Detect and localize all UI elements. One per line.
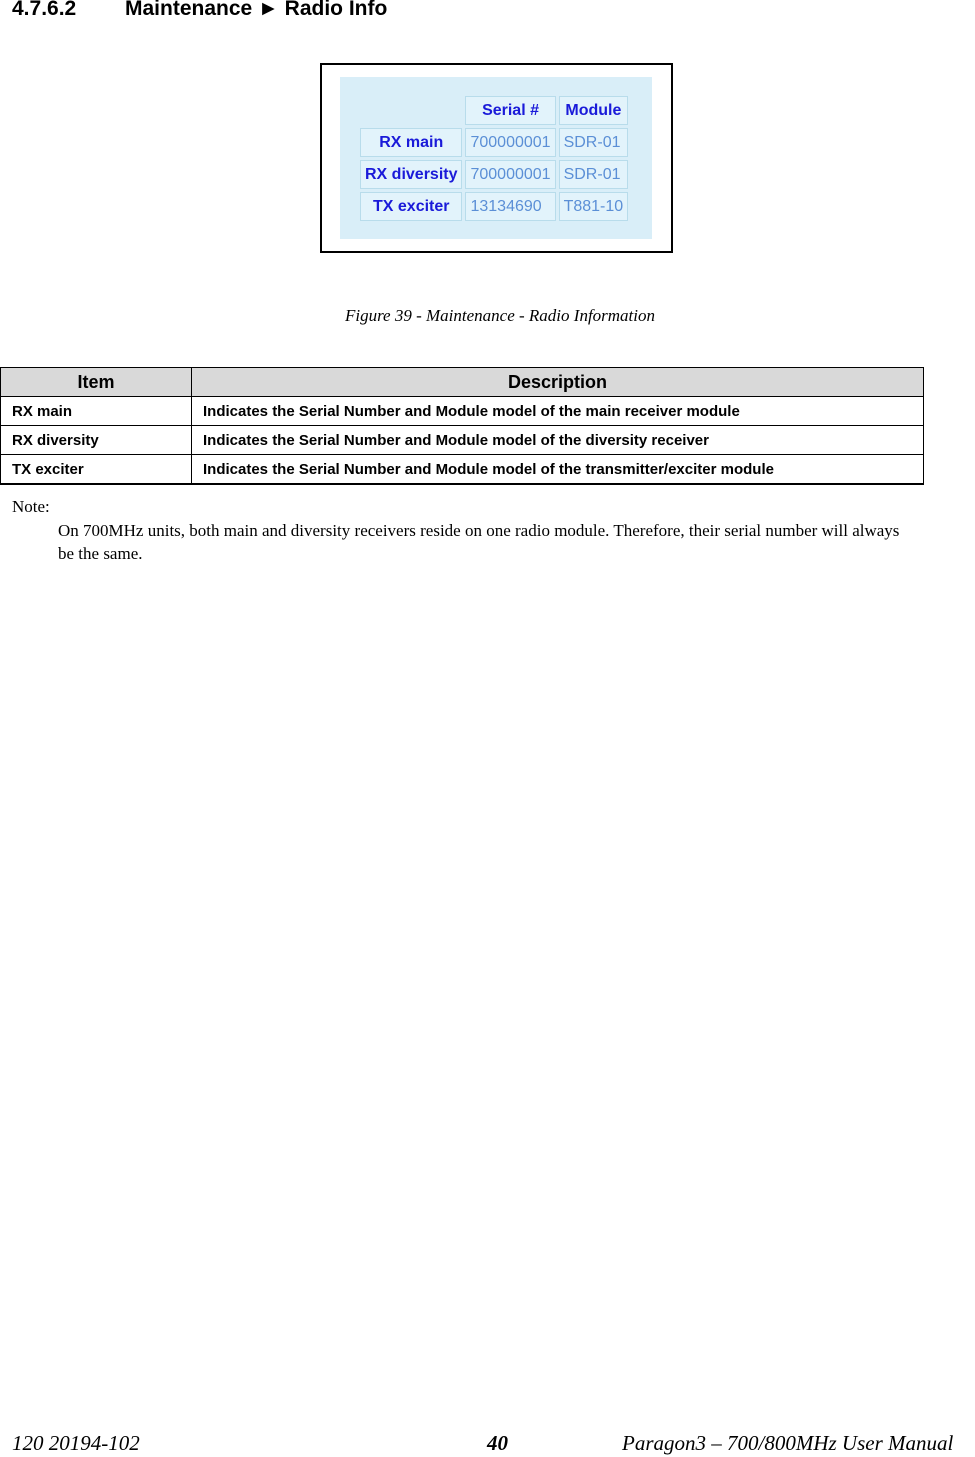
item-header: Item [1, 368, 192, 397]
row-label: RX diversity [360, 160, 462, 189]
serial-header: Serial # [465, 96, 555, 125]
section-heading [12, 0, 387, 21]
section-title: Maintenance ► Radio Info [125, 0, 388, 20]
item-cell: RX diversity [1, 426, 192, 455]
radio-info-table [357, 93, 631, 224]
table-row [1, 397, 924, 426]
section-number: 4.7.6.2 [12, 0, 77, 20]
radio-info-header-row [360, 96, 628, 125]
serial-value: 13134690 [465, 192, 555, 221]
item-cell: TX exciter [1, 455, 192, 485]
row-label: TX exciter [360, 192, 462, 221]
module-header: Module [559, 96, 629, 125]
item-cell: RX main [1, 397, 192, 426]
footer-manual-title: Paragon3 – 700/800MHz User Manual [622, 1431, 954, 1455]
note-text: On 700MHz units, both main and diversity receivers reside on one radio module. Therefore, their serial number will always be the same. [58, 521, 900, 563]
radio-info-row [360, 128, 628, 157]
description-header-row [1, 368, 924, 397]
footer-doc-number: 120 20194-102 [12, 1431, 140, 1455]
serial-value: 700000001 [465, 128, 555, 157]
description-cell: Indicates the Serial Number and Module model of the transmitter/exciter module [192, 455, 924, 485]
note-label: Note: [12, 497, 50, 516]
figure-screenshot [320, 63, 673, 253]
row-label: RX main [360, 128, 462, 157]
description-header: Description [192, 368, 924, 397]
description-cell: Indicates the Serial Number and Module model of the diversity receiver [192, 426, 924, 455]
radio-info-panel [340, 77, 652, 239]
table-row [1, 455, 924, 485]
module-value: SDR-01 [559, 128, 629, 157]
radio-info-row [360, 160, 628, 189]
description-cell: Indicates the Serial Number and Module model of the main receiver module [192, 397, 924, 426]
description-table [0, 367, 924, 485]
figure-caption: Figure 39 - Maintenance - Radio Information [344, 306, 656, 325]
table-row [1, 426, 924, 455]
radio-info-row [360, 192, 628, 221]
serial-value: 700000001 [465, 160, 555, 189]
footer-page-number: 40 [487, 1431, 508, 1455]
module-value: T881-10 [559, 192, 629, 221]
module-value: SDR-01 [559, 160, 629, 189]
